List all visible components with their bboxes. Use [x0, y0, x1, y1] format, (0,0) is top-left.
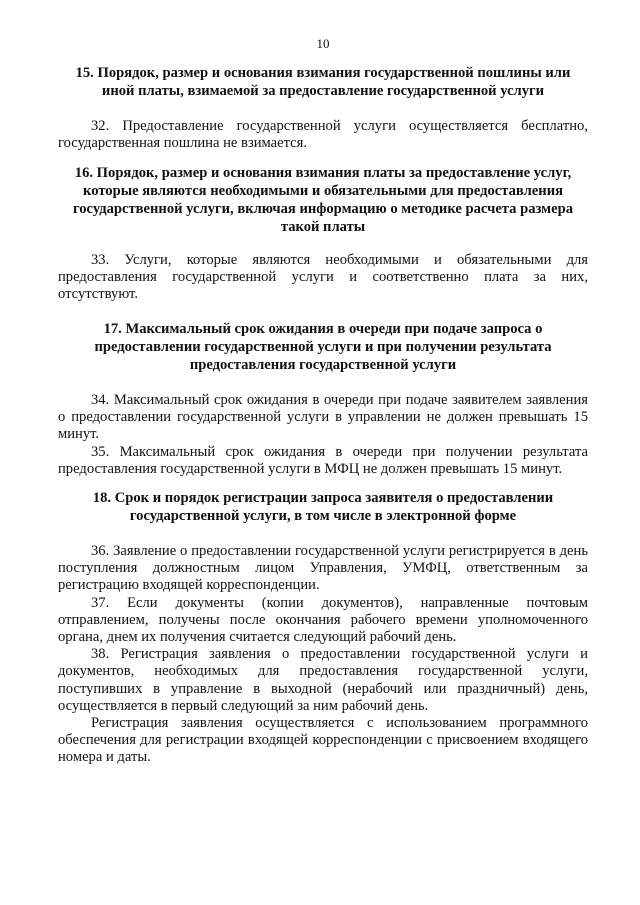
- section-16: [58, 164, 588, 304]
- heading-line: предоставлении государственной услуги и при получении результата: [94, 339, 552, 355]
- heading-line: 17. Максимальный срок ожидания в очереди при подаче запроса о: [103, 321, 543, 337]
- section-heading: [58, 489, 588, 525]
- heading-line: такой платы: [280, 219, 366, 235]
- heading-line: государственной услуги, в том числе в электронной форме: [129, 508, 517, 524]
- heading-line: 16. Порядок, размер и основания взимания платы за предоставление услуг,: [74, 165, 572, 181]
- heading-line: которые являются необходимыми и обязательными для предоставления: [83, 183, 563, 199]
- heading-line: 18. Срок и порядок регистрации запроса заявителя о предоставлении: [92, 490, 554, 506]
- paragraph-38: 38. Регистрация заявления о предоставлении государственной услуги и документов, необходимых для предоставления государственной услуги, поступивших в управление в выходной (нерабочий или праздничный) день, осуществляется в первый следующий за ним рабочий день.: [58, 646, 588, 714]
- paragraph-37: 37. Если документы (копии документов), направленные почтовым отправлением, получены после окончания рабочего времени уполномоченного органа, днем их получения считается следующий рабочий день.: [58, 594, 588, 646]
- paragraph-35: 35. Максимальный срок ожидания в очереди при получении результата предоставления государственной услуги в МФЦ не должен превышать 15 минут.: [58, 443, 588, 477]
- section-heading: [58, 320, 588, 374]
- paragraph-registration: Регистрация заявления осуществляется с использованием программного обеспечения для регистрации входящей корреспонденции с присвоением входящего номера и даты.: [58, 715, 588, 766]
- section-17: [58, 320, 588, 478]
- section-18: [58, 489, 588, 767]
- paragraph-32: 32. Предоставление государственной услуги осуществляется бесплатно, государственная пошлина не взимается.: [58, 118, 588, 152]
- heading-line: иной платы, взимаемой за предоставление государственной услуги: [101, 83, 545, 99]
- page-number: 10: [316, 36, 330, 51]
- paragraph-36: 36. Заявление о предоставлении государственной услуги регистрируется в день поступления должностным лицом Управления, УМФЦ, ответственным за регистрацию входящей корреспонденции.: [58, 543, 588, 594]
- heading-line: 15. Порядок, размер и основания взимания государственной пошлины или: [75, 65, 571, 81]
- paragraph-33: 33. Услуги, которые являются необходимыми и обязательными для предоставления государственной услуги и соответственно плата за них, отсутствуют.: [58, 252, 588, 303]
- paragraph-34: 34. Максимальный срок ожидания в очереди при подаче заявителем заявления о предоставлении государственной услуги в управлении не должен превышать 15 минут.: [58, 392, 588, 443]
- section-heading: [58, 64, 588, 100]
- heading-line: предоставления государственной услуги: [189, 357, 457, 373]
- section-heading: [58, 164, 588, 236]
- heading-line: государственной услуги, включая информацию о методике расчета размера: [72, 201, 574, 217]
- section-15: [58, 64, 588, 152]
